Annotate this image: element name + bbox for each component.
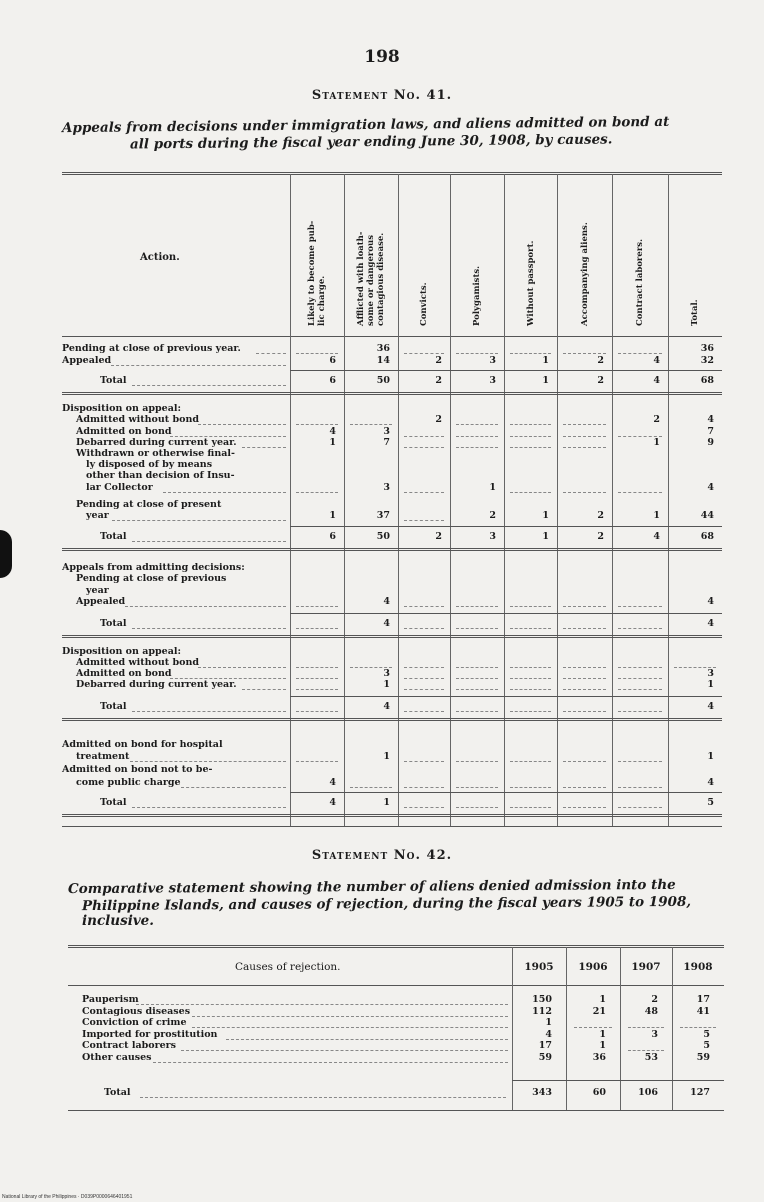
empty-cell-dash	[456, 606, 498, 607]
statement-42-caption-line3: inclusive.	[82, 913, 154, 929]
empty-cell-dash	[510, 667, 551, 668]
total-bottom-rule-2	[62, 394, 722, 395]
total-top-rule	[290, 613, 722, 614]
empty-cell-dash	[456, 628, 498, 629]
empty-cell-dash	[296, 606, 338, 607]
data-cell: 1	[653, 437, 660, 448]
empty-cell-dash	[456, 678, 498, 679]
data-cell: 1	[545, 1017, 552, 1028]
row-label: Disposition on appeal:	[62, 646, 181, 657]
empty-cell-dash	[563, 424, 606, 425]
empty-cell-dash	[350, 424, 392, 425]
empty-cell-dash	[296, 492, 338, 493]
total-bottom-rule-2	[62, 637, 722, 638]
data-cell: 53	[644, 1051, 658, 1063]
column-header: Contract laborers.	[635, 238, 645, 326]
empty-cell-dash	[510, 761, 551, 762]
empty-cell-dash	[404, 711, 444, 712]
data-cell: 2	[435, 355, 442, 366]
column-header: Convicts.	[419, 282, 429, 326]
year-header: 1908	[683, 961, 713, 973]
empty-cell-dash	[510, 606, 551, 607]
total-top-rule	[290, 370, 722, 371]
column-header: some or dangerous	[366, 234, 376, 326]
empty-cell-dash	[510, 807, 551, 808]
data-cell: 2	[597, 531, 604, 542]
statement-42-caption-line1: Comparative statement showing the number of aliens denied admission into the	[67, 876, 676, 898]
empty-cell-dash	[350, 787, 392, 788]
empty-cell-dash	[456, 807, 498, 808]
empty-cell-dash	[563, 787, 606, 788]
row-label: ly disposed of by means	[86, 459, 213, 470]
column-header: Total.	[690, 299, 700, 326]
empty-cell-dash	[296, 711, 338, 712]
leader-dots	[163, 492, 286, 493]
row-label: Total	[100, 531, 127, 542]
data-cell: 4	[329, 797, 336, 808]
total-cell: 343	[532, 1087, 552, 1098]
empty-cell-dash	[456, 689, 498, 690]
data-cell: 59	[538, 1051, 552, 1063]
column-header: Likely to become pub-	[307, 220, 317, 326]
causes-header: Causes of rejection.	[235, 961, 341, 973]
data-cell: 2	[435, 531, 442, 542]
row-label: Admitted on bond for hospital	[62, 739, 223, 750]
data-cell: 37	[376, 510, 390, 521]
leader-dots	[198, 667, 286, 668]
leader-dots	[192, 1016, 508, 1017]
row-label: Pending at close of previous year.	[62, 343, 241, 354]
column-divider	[612, 174, 613, 826]
data-cell: 6	[329, 355, 336, 366]
data-cell: 4	[383, 618, 390, 629]
table-top-rule-2	[68, 947, 724, 948]
cause-label: Conviction of crime	[82, 1017, 187, 1028]
row-label: Disposition on appeal:	[62, 403, 181, 414]
empty-cell-dash	[510, 711, 551, 712]
data-cell: 3	[383, 426, 390, 437]
empty-cell-dash	[404, 447, 444, 448]
cause-label: Pauperism	[82, 994, 139, 1005]
data-cell: 4	[707, 482, 714, 493]
header-bottom-rule	[68, 985, 724, 986]
statement-42-heading: Statement No. 42.	[311, 848, 453, 863]
data-cell: 6	[329, 531, 336, 542]
data-cell: 1	[599, 994, 606, 1005]
data-cell: 3	[489, 531, 496, 542]
empty-cell-dash	[618, 678, 662, 679]
empty-cell-dash	[618, 787, 662, 788]
data-cell: 150	[532, 994, 552, 1005]
data-cell: 50	[376, 375, 390, 386]
data-cell: 68	[700, 375, 714, 386]
empty-cell-dash	[404, 436, 444, 437]
empty-cell-dash	[563, 436, 606, 437]
column-header: Accompanying aliens.	[579, 222, 590, 326]
row-label: Admitted without bond	[76, 657, 199, 668]
row-label: Appeals from admitting decisions:	[62, 562, 245, 573]
empty-cell-dash	[404, 520, 444, 521]
data-cell: 1	[653, 510, 660, 521]
row-label: Total	[100, 618, 127, 629]
data-cell: 4	[653, 531, 660, 542]
empty-cell-dash	[404, 761, 444, 762]
leader-dots	[192, 1027, 508, 1028]
data-cell: 36	[376, 343, 390, 354]
empty-cell-dash	[296, 424, 338, 425]
leader-dots	[125, 606, 286, 607]
column-divider	[557, 174, 558, 826]
data-cell: 3	[489, 355, 496, 366]
empty-cell-dash	[618, 667, 662, 668]
empty-cell-dash	[510, 678, 551, 679]
leader-dots	[132, 541, 286, 542]
total-bottom-rule-2	[62, 720, 722, 721]
column-divider	[668, 174, 669, 826]
empty-cell-dash	[456, 761, 498, 762]
year-header: 1906	[578, 961, 608, 973]
cause-label: Contract laborers	[82, 1040, 176, 1051]
total-cell: 127	[690, 1087, 710, 1098]
leader-dots	[132, 711, 286, 712]
empty-cell-dash	[563, 678, 606, 679]
column-divider	[450, 174, 451, 826]
empty-cell-dash	[456, 711, 498, 712]
empty-cell-dash	[456, 353, 498, 354]
row-label: treatment	[76, 751, 130, 762]
empty-cell-dash	[404, 492, 444, 493]
row-label: year	[86, 510, 109, 521]
statement-41-heading: Statement No. 41.	[311, 88, 453, 103]
leader-dots	[130, 761, 286, 762]
data-cell: 4	[707, 414, 714, 425]
row-label: other than decision of Insu-	[86, 470, 235, 481]
empty-cell-dash	[563, 447, 606, 448]
table-top-rule-2	[62, 174, 722, 175]
data-cell: 1	[489, 482, 496, 493]
empty-cell-dash	[618, 761, 662, 762]
empty-cell-dash	[404, 628, 444, 629]
data-cell: 4	[653, 375, 660, 386]
row-label: Total	[100, 797, 127, 808]
row-label: Total	[100, 375, 127, 386]
data-cell: 3	[651, 1028, 658, 1040]
leader-dots	[256, 353, 286, 354]
leader-dots	[242, 447, 286, 448]
data-cell: 5	[703, 1040, 710, 1051]
row-label: Total	[100, 701, 127, 712]
total-top-rule	[290, 526, 722, 527]
data-cell: 1	[383, 797, 390, 808]
row-label: lar Collector	[86, 482, 153, 493]
cause-label: Other causes	[82, 1051, 152, 1063]
empty-cell-dash	[404, 787, 444, 788]
row-label: Admitted on bond not to be-	[62, 764, 213, 775]
table-bottom-rule	[62, 826, 722, 827]
page-edge-shadow	[0, 530, 12, 578]
total-bottom-rule	[62, 392, 722, 393]
row-label: Debarred during current year.	[76, 437, 237, 448]
column-header: lic charge.	[317, 275, 327, 326]
data-cell: 2	[651, 994, 658, 1005]
cause-label: Contagious diseases	[82, 1005, 191, 1017]
data-cell: 112	[532, 1005, 552, 1017]
action-header: Action.	[140, 252, 180, 263]
empty-cell-dash	[510, 628, 551, 629]
row-label: Pending at close of previous	[76, 573, 227, 584]
data-cell: 5	[703, 1028, 710, 1040]
data-cell: 36	[592, 1051, 606, 1063]
data-cell: 7	[707, 426, 714, 437]
cause-label: Imported for prostitution	[82, 1028, 218, 1040]
data-cell: 4	[383, 596, 390, 607]
data-cell: 21	[592, 1005, 606, 1017]
column-header: Afflicted with loath-	[356, 231, 366, 326]
total-cell: 106	[638, 1087, 658, 1098]
data-cell: 17	[538, 1040, 552, 1051]
total-bottom-rule	[62, 548, 722, 549]
data-cell: 4	[707, 596, 714, 607]
row-label: Admitted without bond	[76, 414, 199, 425]
data-cell: 4	[653, 355, 660, 366]
empty-cell-dash	[618, 628, 662, 629]
empty-cell-dash	[510, 787, 551, 788]
data-cell: 4	[329, 426, 336, 437]
leader-dots	[181, 1050, 508, 1051]
table-bottom-rule	[68, 1110, 724, 1111]
empty-cell-dash	[296, 667, 338, 668]
data-cell: 1	[599, 1028, 606, 1040]
data-cell: 4	[383, 701, 390, 712]
row-label: Appealed	[76, 596, 126, 607]
data-cell: 59	[696, 1051, 710, 1063]
empty-cell-dash	[510, 689, 551, 690]
table-top-rule	[68, 945, 724, 946]
empty-cell-dash	[618, 711, 662, 712]
row-label: Admitted on bond	[76, 426, 172, 437]
empty-cell-dash	[456, 667, 498, 668]
data-cell: 4	[329, 777, 336, 788]
data-cell: 1	[383, 751, 390, 762]
total-top-rule	[290, 696, 722, 697]
data-cell: 1	[542, 510, 549, 521]
data-cell: 3	[489, 375, 496, 386]
data-cell: 50	[376, 531, 390, 542]
data-cell: 1	[383, 679, 390, 690]
data-cell: 2	[435, 375, 442, 386]
statement-41-caption-line2: all ports during the fiscal year ending June 30, 1908, by causes.	[129, 131, 613, 153]
empty-cell-dash	[456, 436, 498, 437]
data-cell: 2	[597, 355, 604, 366]
row-label: Appealed	[62, 355, 112, 366]
page-number: 198	[364, 47, 400, 67]
empty-cell-dash	[296, 678, 338, 679]
empty-cell-dash	[404, 689, 444, 690]
data-cell: 4	[707, 777, 714, 788]
column-divider	[504, 174, 505, 826]
column-header: Without passport.	[525, 240, 536, 326]
empty-cell-dash	[404, 807, 444, 808]
data-cell: 68	[700, 531, 714, 542]
empty-cell-dash	[563, 807, 606, 808]
data-cell: 36	[700, 343, 714, 354]
data-cell: 9	[707, 437, 714, 448]
data-cell: 4	[545, 1028, 552, 1040]
data-cell: 14	[376, 355, 390, 366]
column-header: Polygamists.	[472, 265, 482, 326]
row-label: come public charge	[76, 777, 181, 788]
data-cell: 1	[542, 531, 549, 542]
data-cell: 2	[435, 414, 442, 425]
column-divider	[290, 174, 291, 826]
data-cell: 48	[644, 1005, 658, 1017]
footer-source: National Library of the Philippines · D039P0000646401951	[2, 1194, 133, 1200]
empty-cell-dash	[563, 628, 606, 629]
empty-cell-dash	[563, 689, 606, 690]
empty-cell-dash	[510, 424, 551, 425]
data-cell: 1	[329, 437, 336, 448]
data-cell: 3	[383, 668, 390, 679]
data-cell: 17	[696, 994, 710, 1005]
data-cell: 4	[707, 618, 714, 629]
empty-cell-dash	[404, 667, 444, 668]
leader-dots	[140, 1097, 506, 1098]
leader-dots	[136, 1004, 508, 1005]
data-cell: 41	[696, 1005, 710, 1017]
empty-cell-dash	[563, 353, 606, 354]
row-label: Pending at close of present	[76, 499, 222, 510]
row-label: Withdrawn or otherwise final-	[76, 448, 235, 459]
leader-dots	[132, 385, 286, 386]
empty-cell-dash	[618, 492, 662, 493]
total-cell: 60	[592, 1087, 606, 1098]
row-label: Debarred during current year.	[76, 679, 237, 690]
header-bottom-rule	[62, 336, 722, 337]
year-header: 1907	[631, 961, 661, 973]
data-cell: 1	[707, 679, 714, 690]
empty-cell-dash	[563, 606, 606, 607]
total-bottom-rule-2	[62, 816, 722, 817]
empty-cell-dash	[456, 787, 498, 788]
data-cell: 7	[383, 437, 390, 448]
statement-42-caption-line2: Philippine Islands, and causes of rejection, during the fiscal years 1905 to 1908,	[81, 893, 692, 915]
empty-cell-dash	[456, 447, 498, 448]
total-bottom-rule	[62, 635, 722, 636]
total-bottom-rule	[62, 718, 722, 719]
data-cell: 2	[489, 510, 496, 521]
empty-cell-dash	[618, 606, 662, 607]
data-cell: 3	[383, 482, 390, 493]
empty-cell-dash	[404, 353, 444, 354]
data-cell: 6	[329, 375, 336, 386]
leader-dots	[132, 628, 286, 629]
data-cell: 44	[700, 510, 714, 521]
total-bottom-rule	[62, 814, 722, 815]
data-cell: 2	[597, 375, 604, 386]
total-bottom-rule-2	[62, 550, 722, 551]
leader-dots	[132, 807, 286, 808]
empty-cell-dash	[296, 689, 338, 690]
empty-cell-dash	[404, 678, 444, 679]
data-cell: 32	[700, 355, 714, 366]
column-header: contagious disease.	[376, 232, 386, 326]
column-divider	[398, 174, 399, 826]
table-top-rule	[62, 172, 722, 173]
empty-cell-dash	[296, 353, 338, 354]
data-cell: 1	[707, 751, 714, 762]
empty-cell-dash	[404, 606, 444, 607]
leader-dots	[181, 787, 286, 788]
data-cell: 1	[329, 510, 336, 521]
empty-cell-dash	[510, 353, 551, 354]
row-label: year	[86, 585, 109, 596]
row-label: Admitted on bond	[76, 668, 172, 679]
total-top-rule	[512, 1080, 724, 1081]
leader-dots	[242, 689, 286, 690]
data-cell: 4	[707, 701, 714, 712]
year-header: 1905	[524, 961, 554, 973]
data-cell: 2	[653, 414, 660, 425]
empty-cell-dash	[563, 761, 606, 762]
empty-cell-dash	[563, 711, 606, 712]
data-cell: 1	[542, 375, 549, 386]
empty-cell-dash	[563, 667, 606, 668]
empty-cell-dash	[563, 492, 606, 493]
empty-cell-dash	[510, 436, 551, 437]
data-cell: 5	[707, 797, 714, 808]
empty-cell-dash	[296, 761, 338, 762]
empty-cell-dash	[618, 353, 662, 354]
empty-cell-dash	[510, 492, 551, 493]
leader-dots	[153, 1062, 508, 1063]
data-cell: 1	[599, 1040, 606, 1051]
empty-cell-dash	[296, 628, 338, 629]
leader-dots	[112, 520, 286, 521]
total-top-rule	[290, 792, 722, 793]
empty-cell-dash	[456, 424, 498, 425]
empty-cell-dash	[618, 807, 662, 808]
statement-41-caption-line1: Appeals from decisions under immigration laws, and aliens admitted on bond at	[61, 113, 670, 137]
empty-cell-dash	[510, 447, 551, 448]
empty-cell-dash	[618, 689, 662, 690]
column-divider	[344, 174, 345, 826]
leader-dots	[198, 424, 286, 425]
total-label: Total	[104, 1087, 131, 1098]
data-cell: 1	[542, 355, 549, 366]
data-cell: 2	[597, 510, 604, 521]
leader-dots	[111, 365, 286, 366]
leader-dots	[226, 1039, 508, 1040]
data-cell: 3	[707, 668, 714, 679]
